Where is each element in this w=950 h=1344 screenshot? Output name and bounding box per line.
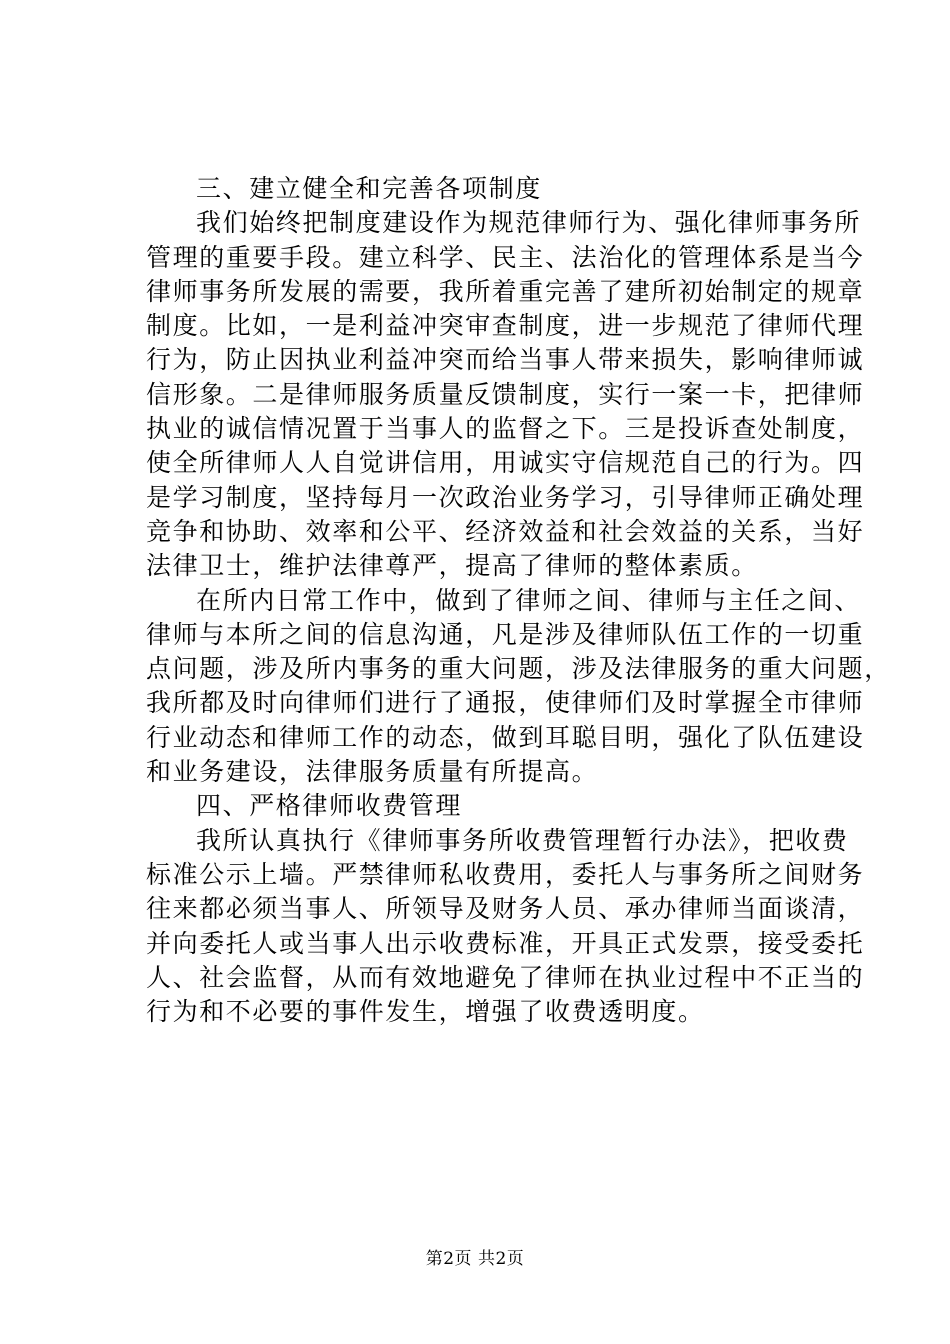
text-line: 在所内日常工作中，做到了律师之间、律师与主任之间、 — [196, 585, 862, 615]
text-line: 我所都及时向律师们进行了通报，使律师们及时掌握全市律师 — [146, 688, 865, 718]
paragraph — [146, 584, 891, 790]
text-line: 行为和不必要的事件发生，增强了收费透明度。 — [146, 997, 705, 1027]
text-line: 执业的诚信情况置于当事人的监督之下。三是投诉查处制度， — [146, 414, 865, 444]
text-line: 我们始终把制度建设作为规范律师行为、强化律师事务所 — [196, 208, 862, 238]
text-line: 行业动态和律师工作的动态，做到耳聪目明，强化了队伍建设 — [146, 722, 865, 752]
text-line: 律师事务所发展的需要，我所着重完善了建所初始制定的规章 — [146, 276, 865, 306]
text-line: 法律卫士，维护法律尊严，提高了律师的整体素质。 — [146, 551, 758, 581]
text-line: 使全所律师人人自觉讲信用，用诚实守信规范自己的行为。四 — [146, 448, 865, 478]
text-line: 律师与本所之间的信息沟通，凡是涉及律师队伍工作的一切重 — [146, 619, 865, 649]
text-line: 往来都必须当事人、所领导及财务人员、承办律师当面谈清， — [146, 894, 865, 924]
text-line: 和业务建设，法律服务质量有所提高。 — [146, 757, 599, 787]
document-body — [146, 172, 891, 1029]
text-line: 并向委托人或当事人出示收费标准，开具正式发票，接受委托 — [146, 928, 865, 958]
text-line: 点问题，涉及所内事务的重大问题，涉及法律服务的重大问题， — [146, 654, 891, 684]
text-line: 人、社会监督，从而有效地避免了律师在执业过程中不正当的 — [146, 962, 865, 992]
text-line: 标准公示上墙。严禁律师私收费用，委托人与事务所之间财务 — [146, 859, 865, 889]
page-number-footer: 第2页 共2页 — [425, 1249, 525, 1269]
section-heading: 四、严格律师收费管理 — [196, 791, 463, 821]
paragraph — [146, 824, 865, 1030]
text-line: 行为，防止因执业利益冲突而给当事人带来损失，影响律师诚 — [146, 345, 865, 375]
text-line: 制度。比如，一是利益冲突审查制度，进一步规范了律师代理 — [146, 311, 865, 341]
paragraph — [146, 206, 865, 583]
text-line: 管理的重要手段。建立科学、民主、法治化的管理体系是当今 — [146, 242, 865, 272]
text-line: 是学习制度，坚持每月一次政治业务学习，引导律师正确处理 — [146, 482, 865, 512]
text-line: 信形象。二是律师服务质量反馈制度，实行一案一卡，把律师 — [146, 379, 865, 409]
text-line: 我所认真执行《律师事务所收费管理暂行办法》，把收费 — [196, 825, 849, 855]
section-heading: 三、建立健全和完善各项制度 — [196, 174, 542, 203]
text-line: 竞争和协助、效率和公平、经济效益和社会效益的关系，当好 — [146, 516, 865, 546]
